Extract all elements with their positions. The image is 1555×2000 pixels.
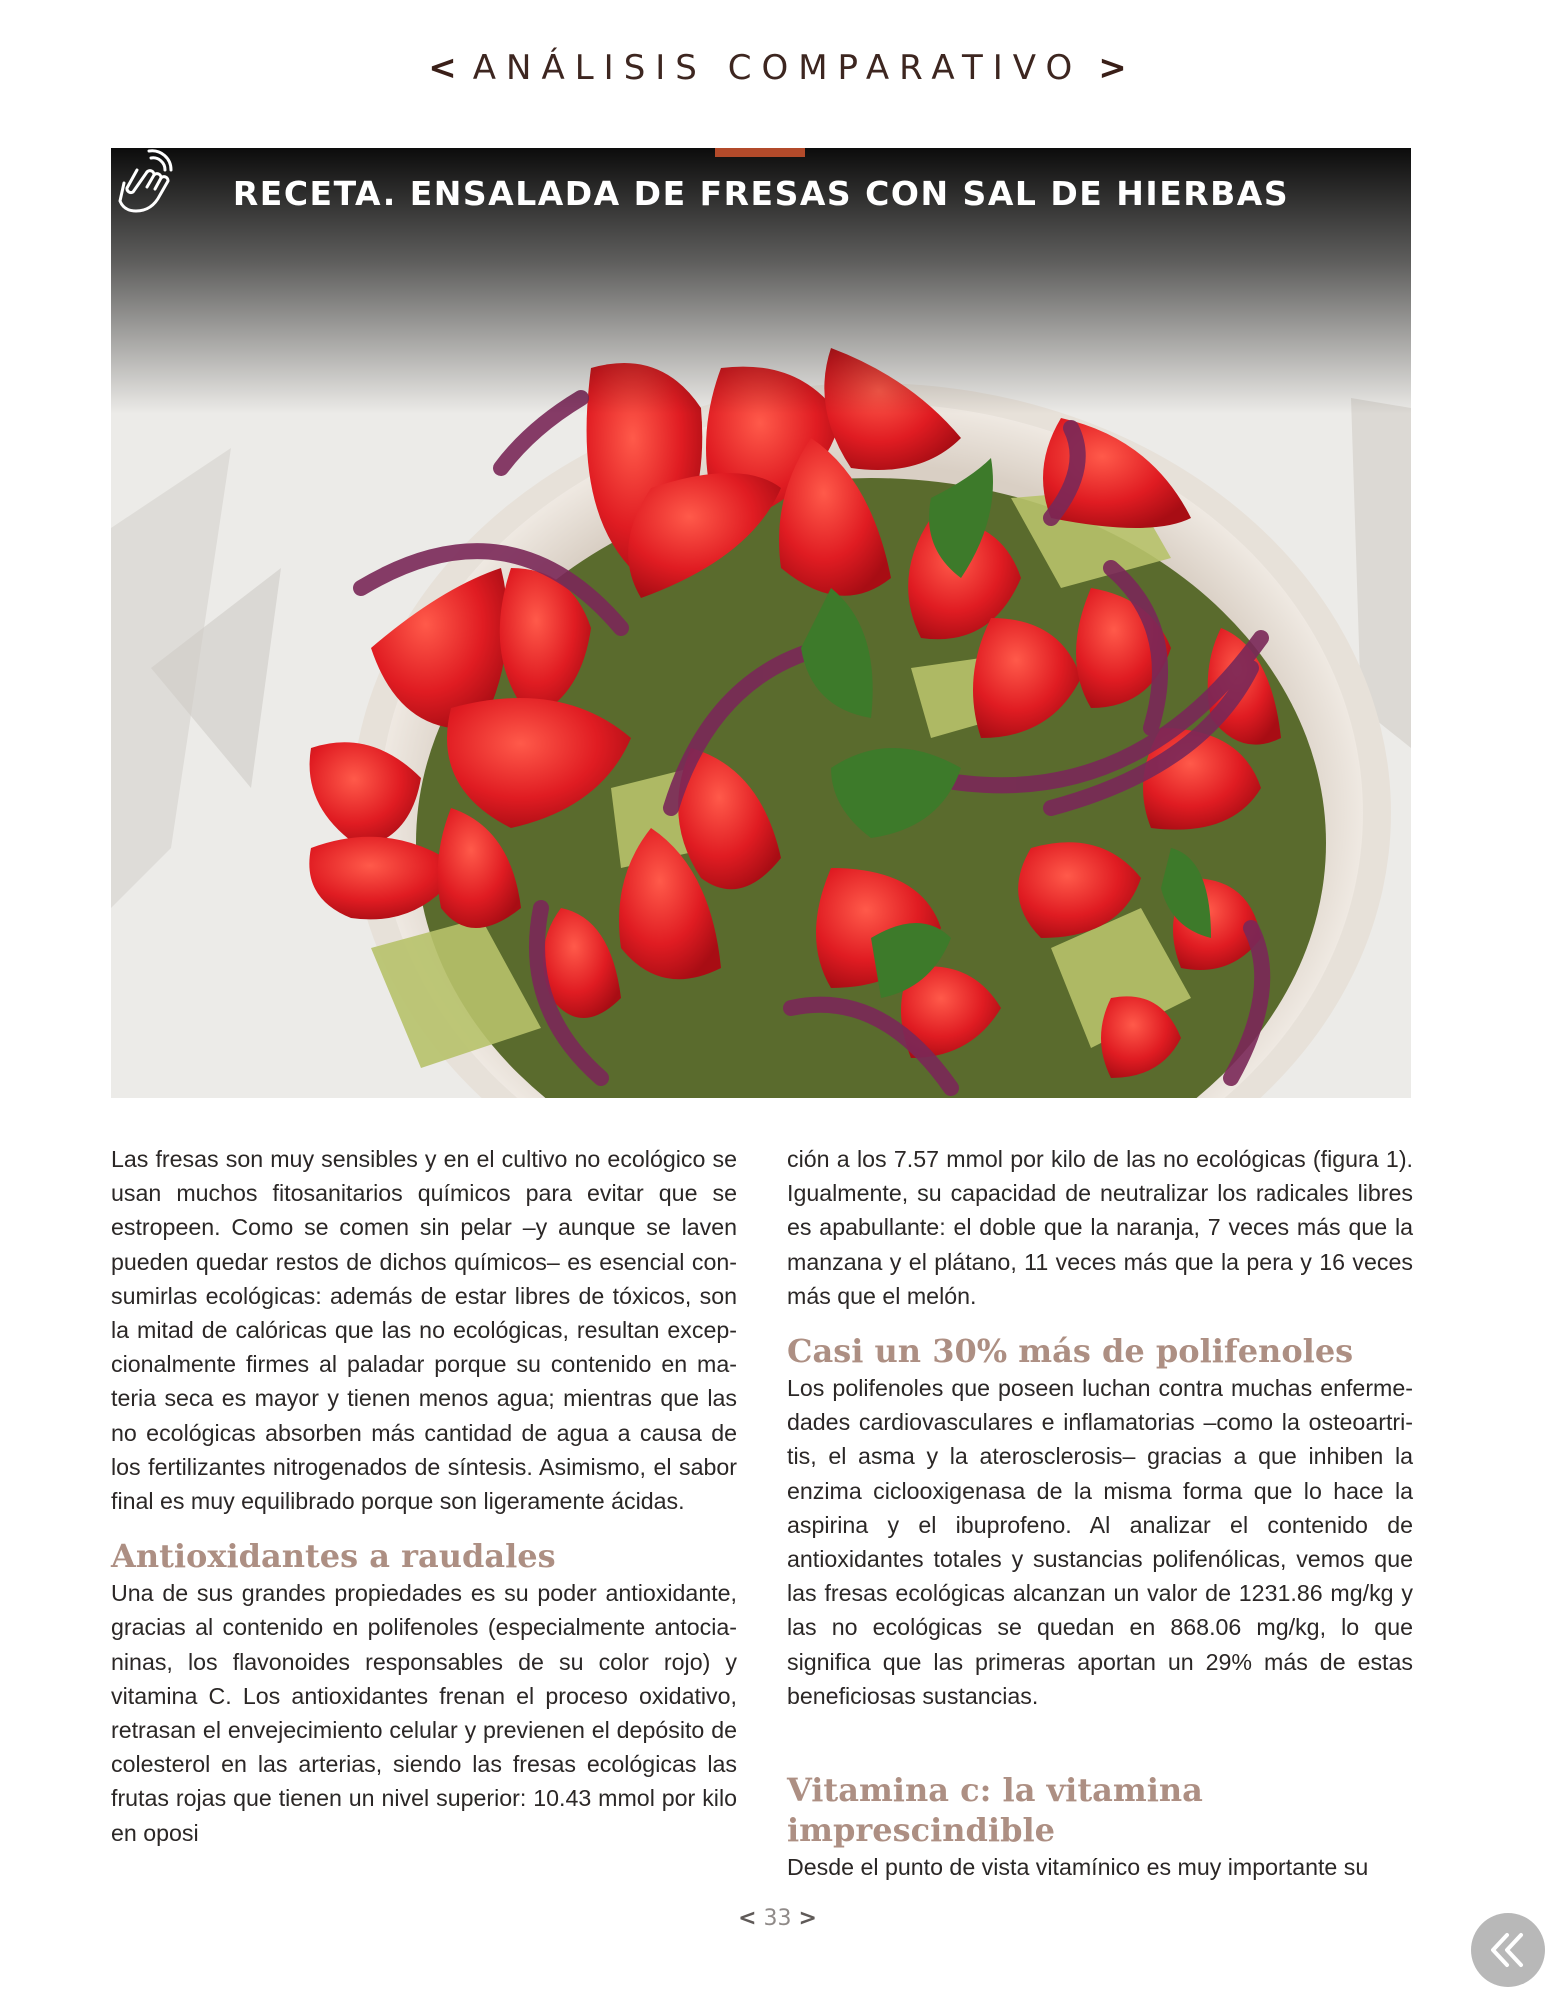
vitamina-c-paragraph: Desde el punto de vista vitamínico es muy importante su [787, 1854, 1369, 1881]
page-number [0, 1906, 1555, 1931]
recipe-title: RECETA. ENSALADA DE FRESAS CON SAL DE HIERBAS [232, 174, 1290, 213]
continued-paragraph: ción a los 7.57 mmol por kilo de las no ecológicas (figura 1). Igualmente, su capacidad de neutralizar los radicales libres es apabullante: el doble que la naranja, 7 veces más que la manzana y el plátano, 11 veces más que la pera y 16 veces más que el melón. [787, 1146, 1413, 1309]
heading-antioxidantes: Antioxidantes a raudales [111, 1537, 556, 1576]
next-page-chevron[interactable]: > [798, 1906, 817, 1931]
photo-accent-bar [715, 148, 805, 157]
tap-hand-icon[interactable] [111, 148, 175, 226]
right-column [787, 1142, 1413, 1884]
back-button[interactable] [1471, 1913, 1545, 1987]
prev-page-chevron[interactable]: < [738, 1906, 757, 1931]
strawberry-salad-illustration [111, 148, 1411, 1098]
page-number-value: 33 [763, 1906, 792, 1931]
left-column [111, 1142, 737, 1850]
next-section-chevron[interactable]: > [1098, 48, 1127, 88]
antioxidantes-paragraph: Una de sus grandes propiedades es su poder antioxidante, gracias al contenido en polifenoles (especialmente antocianinas, los flavonoides responsables de su color rojo) y vitamina C. Los antioxidantes frenan el proceso oxidativo, retrasan el envejecimiento celular y previenen el depósito de colesterol en las arterias, siendo las fresas ecológicas las frutas rojas que tienen un nivel superior: 10.43 mmol por kilo en oposi [111, 1580, 737, 1846]
polifenoles-paragraph: Los polifenoles que poseen luchan contra muchas enfermedades cardiovasculares e inflamatorias –como la osteoartritis, el asma y la aterosclerosis– gracias a que inhiben la enzima ciclooxigenasa de la misma forma que lo hace la aspirina y el ibuprofeno. Al analizar el contenido de antioxidantes totales y sustancias polifenólicas, vemos que las fresas ecológicas alcanzan un valor de 1231.86 mg/kg y las no ecológicas se quedan en 868.06 mg/kg, lo que significa que las primeras aportan un 29% más de estas beneficiosas sustancias. [787, 1375, 1413, 1709]
double-chevron-left-icon [1471, 1913, 1545, 1987]
recipe-photo[interactable] [111, 148, 1411, 1098]
section-header [0, 48, 1555, 88]
prev-section-chevron[interactable]: < [428, 48, 457, 88]
heading-vitamina-c: Vitamina c: la vitamina imprescindible [787, 1771, 1203, 1850]
intro-paragraph: Las fresas son muy sensibles y en el cultivo no ecológico se usan muchos fitosanitarios químicos para evitar que se estropeen. Como se comen sin pelar –y aunque se laven pueden quedar restos de dichos químicos– es esencial consumirlas ecológicas: además de estar libres de tóxicos, son la mitad de calóricas que las no ecológicas, resultan excepcionalmente firmes al paladar porque su contenido en materia seca es mayor y tienen menos agua; mientras que las no ecológicas absorben más cantidad de agua a causa de los fertilizantes nitrogenados de síntesis. Asimismo, el sabor final es muy equilibrado porque son ligeramente ácidas. [111, 1146, 737, 1515]
section-title: ANÁLISIS COMPARATIVO [472, 48, 1083, 88]
heading-polifenoles: Casi un 30% más de polifenoles [787, 1332, 1354, 1371]
